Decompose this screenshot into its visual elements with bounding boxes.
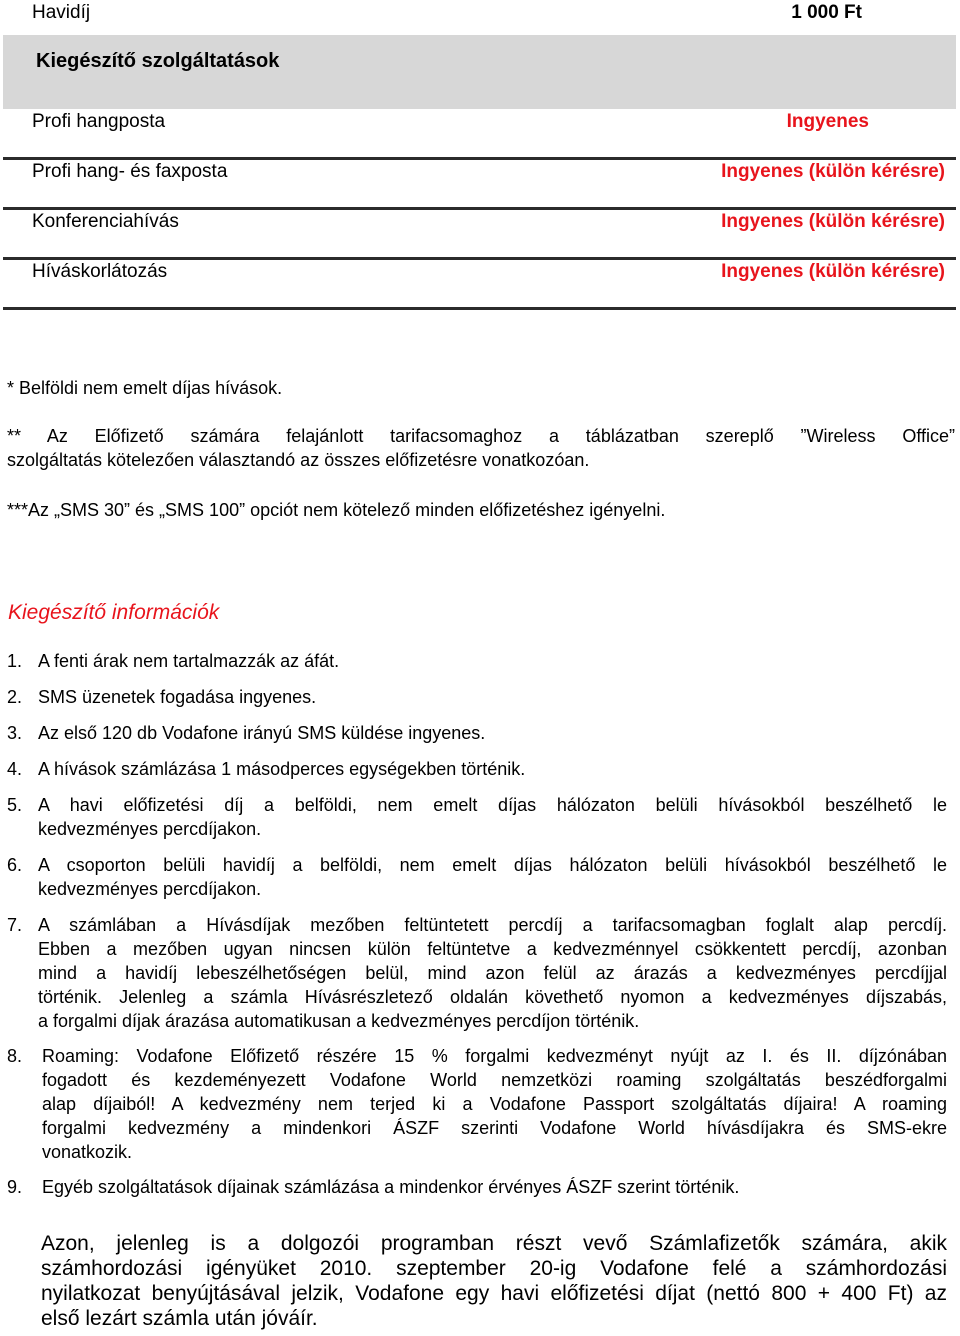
list-text: A csoporton belüli havidíj a belföldi, nem emelt díjas hálózaton belüli hívásokból beszélhető le [38, 855, 947, 875]
list-number: 1. [7, 651, 23, 671]
list-text: alap díjaiból! A kedvezmény nem terjed ki a Vodafone Passport szolgáltatás díjaira! A roaming [42, 1094, 947, 1114]
footnote-2-line-1: ** Az Előfizető számára felajánlott tarifacsomaghoz a táblázatban szereplő ”Wireless Office” [7, 426, 955, 446]
footnote-3: ***Az „SMS 30” és „SMS 100” opciót nem kötelező minden előfizetéshez igényelni. [7, 500, 666, 520]
list-number: 3. [7, 723, 23, 743]
footnote-1: * Belföldi nem emelt díjas hívások. [7, 378, 283, 398]
closing-line: első lezárt számla után jóváír. [41, 1307, 318, 1330]
closing-paragraph [41, 1231, 947, 1331]
list-text: vonatkozik. [42, 1142, 133, 1162]
closing-line: számhordozási igényüket 2010. szeptember 20-ig Vodafone felé a számhordozási [41, 1257, 947, 1280]
list-text: kedvezményes percdíjakon. [38, 879, 262, 899]
list-number: 6. [7, 855, 23, 875]
section-title: Kiegészítő szolgáltatások [36, 50, 280, 72]
footnote-2-line-2: szolgáltatás kötelezően választandó az összes előfizetésre vonatkozóan. [7, 450, 590, 470]
service-price: Ingyenes (külön kérésre) [721, 211, 945, 232]
service-name: Híváskorlátozás [32, 261, 168, 282]
row-divider [3, 207, 956, 210]
list-text: a forgalmi díjak árazása automatikusan a kedvezményes percdíjon történik. [38, 1011, 640, 1031]
list-number: 4. [7, 759, 23, 779]
list-number: 5. [7, 795, 23, 815]
service-name: Profi hang- és faxposta [32, 161, 228, 182]
list-text: fogadott és kezdeményezett Vodafone World nemzetközi roaming szolgáltatás beszédforgalmi [42, 1070, 947, 1090]
service-name: Profi hangposta [32, 111, 166, 132]
list-text: mind a havidíj lebeszélhetőségen belül, mind azon felül az árazás a kedvezményes percdíjjal [38, 963, 947, 983]
section-header-band [3, 35, 956, 109]
list-text: Az első 120 db Vodafone irányú SMS küldése ingyenes. [38, 723, 486, 743]
list-number: 9. [7, 1177, 23, 1197]
closing-line: Azon, jelenleg is a dolgozói programban részt vevő Számlafizetők számára, akik [41, 1232, 947, 1255]
closing-line: nyilatkozat benyújtásával jelzik, Vodafone egy havi előfizetési díjat (nettó 800 + 400 Ft) az [41, 1282, 947, 1305]
list-text: A számlában a Hívásdíjak mezőben feltüntetett percdíj a tarifacsomagban foglalt alap percdíj. [38, 915, 947, 935]
list-text: A fenti árak nem tartalmazzák az áfát. [38, 651, 340, 671]
service-name: Konferenciahívás [32, 211, 179, 232]
list-number: 8. [7, 1046, 23, 1066]
info-heading: Kiegészítő információk [8, 601, 220, 624]
list-text: Egyéb szolgáltatások díjainak számlázása a mindenkor érvényes ÁSZF szerint történik. [42, 1177, 740, 1197]
footnote-2 [7, 424, 955, 472]
service-price: Ingyenes (külön kérésre) [721, 161, 945, 182]
list-text: A havi előfizetési díj a belföldi, nem emelt díjas hálózaton belüli hívásokból beszélhető le [38, 795, 947, 815]
service-price: Ingyenes (külön kérésre) [721, 261, 945, 282]
service-price: Ingyenes [786, 111, 869, 132]
monthly-fee-value: 1 000 Ft [791, 2, 862, 23]
list-text: A hívások számlázása 1 másodperces egységekben történik. [38, 759, 526, 779]
row-divider [3, 157, 956, 160]
list-text: Ebben a mezőben ugyan nincsen külön feltüntetve a kedvezménnyel csökkentett percdíj, azonban [38, 939, 947, 959]
list-number: 2. [7, 687, 23, 707]
row-divider [3, 257, 956, 260]
list-number: 7. [7, 915, 23, 935]
list-text: kedvezményes percdíjakon. [38, 819, 262, 839]
list-text: Roaming: Vodafone Előfizető részére 15 % forgalmi kedvezményt nyújt az I. és II. díjzónában [42, 1046, 947, 1066]
list-text: történik. Jelenleg a számla Hívásrészletező oldalán követhető nyomon a kedvezményes díjszabás, [38, 987, 947, 1007]
list-text: forgalmi kedvezmény a mindenkori ÁSZF szerinti Vodafone World hívásdíjakra és SMS-ekre [42, 1118, 947, 1138]
row-divider [3, 307, 956, 310]
list-text: SMS üzenetek fogadása ingyenes. [38, 687, 317, 707]
monthly-fee-label: Havidíj [32, 2, 91, 23]
